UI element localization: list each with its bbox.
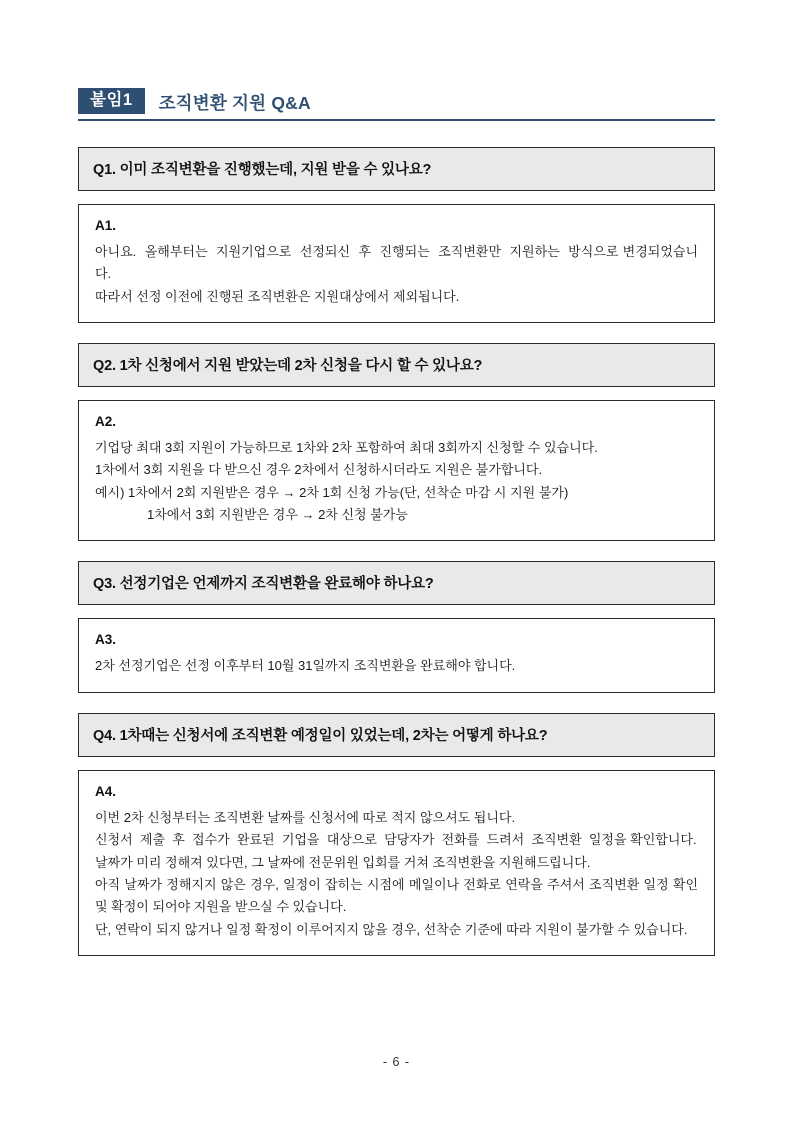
answer-1 [78, 204, 715, 323]
page-title-text: 조직변환 지원 Q&A [158, 92, 311, 113]
qa-block-1 [78, 147, 715, 323]
answer-1-line-1: 아니요. 올해부터는 지원기업으로 선정되신 후 진행되는 조직변환만 지원하는 방식으로 변경되었습니다. [95, 243, 698, 282]
answer-4-line-5: 단, 연락이 되지 않거나 일정 확정이 이루어지지 않을 경우, 선착순 기준에 따라 지원이 불가할 수 있습니다. [95, 921, 688, 937]
answer-4 [78, 770, 715, 956]
answer-3-label: A3. [95, 632, 117, 648]
answer-2-line-2: 1차에서 3회 지원을 다 받으신 경우 2차에서 신청하시더라도 지원은 불가합니다. [95, 462, 543, 478]
answer-1-label: A1. [95, 217, 117, 233]
page-footer: - 6 - [382, 1055, 411, 1069]
answer-2-line-1: 기업당 최대 3회 지원이 가능하므로 1차와 2차 포함하여 최대 3회까지 신청할 수 있습니다. [95, 440, 598, 456]
qa-block-2 [78, 343, 715, 541]
answer-2-line-3: 예시) 1차에서 2회 지원받은 경우 → 2차 1회 신청 가능(단, 선착순 마감 시 지원 불가) [95, 484, 569, 500]
page-title [78, 88, 715, 121]
answer-4-line-1: 이번 2차 신청부터는 조직변환 날짜를 신청서에 따로 적지 않으셔도 됩니다. [95, 809, 516, 825]
qa-block-4 [78, 713, 715, 956]
question-1: Q1. 이미 조직변환을 진행했는데, 지원 받을 수 있나요? [78, 147, 715, 191]
answer-4-label: A4. [95, 783, 117, 799]
answer-2-line-4: 1차에서 3회 지원받은 경우 → 2차 신청 불가능 [147, 507, 408, 523]
qa-block-3 [78, 561, 715, 692]
answer-2-label: A2. [95, 414, 117, 430]
answer-3-line-1: 2차 선정기업은 선정 이후부터 10월 31일까지 조직변환을 완료해야 합니다. [95, 658, 516, 674]
question-3: Q3. 선정기업은 언제까지 조직변환을 완료해야 하나요? [78, 561, 715, 605]
question-2: Q2. 1차 신청에서 지원 받았는데 2차 신청을 다시 할 수 있나요? [78, 343, 715, 387]
answer-3 [78, 618, 715, 692]
answer-4-line-3: 날짜가 미리 정해져 있다면, 그 날짜에 전문위원 입회를 거쳐 조직변환을 지원해드립니다. [95, 854, 591, 870]
attachment-badge: 붙임1 [78, 88, 145, 114]
answer-1-line-2: 따라서 선정 이전에 진행된 조직변환은 지원대상에서 제외됩니다. [95, 288, 460, 304]
answer-2 [78, 400, 715, 541]
question-4: Q4. 1차때는 신청서에 조직변환 예정일이 있었는데, 2차는 어떻게 하나요? [78, 713, 715, 757]
answer-4-line-2: 신청서 제출 후 접수가 완료된 기업을 대상으로 담당자가 전화를 드려서 조직변환 일정을 확인합니다. [95, 832, 697, 848]
answer-4-line-4: 아직 날짜가 정해지지 않은 경우, 일정이 잡히는 시점에 메일이나 전화로 연락을 주셔서 조직변환 일정 확인 및 확정이 되어야 지원을 받으실 수 있습니다. [95, 876, 702, 915]
